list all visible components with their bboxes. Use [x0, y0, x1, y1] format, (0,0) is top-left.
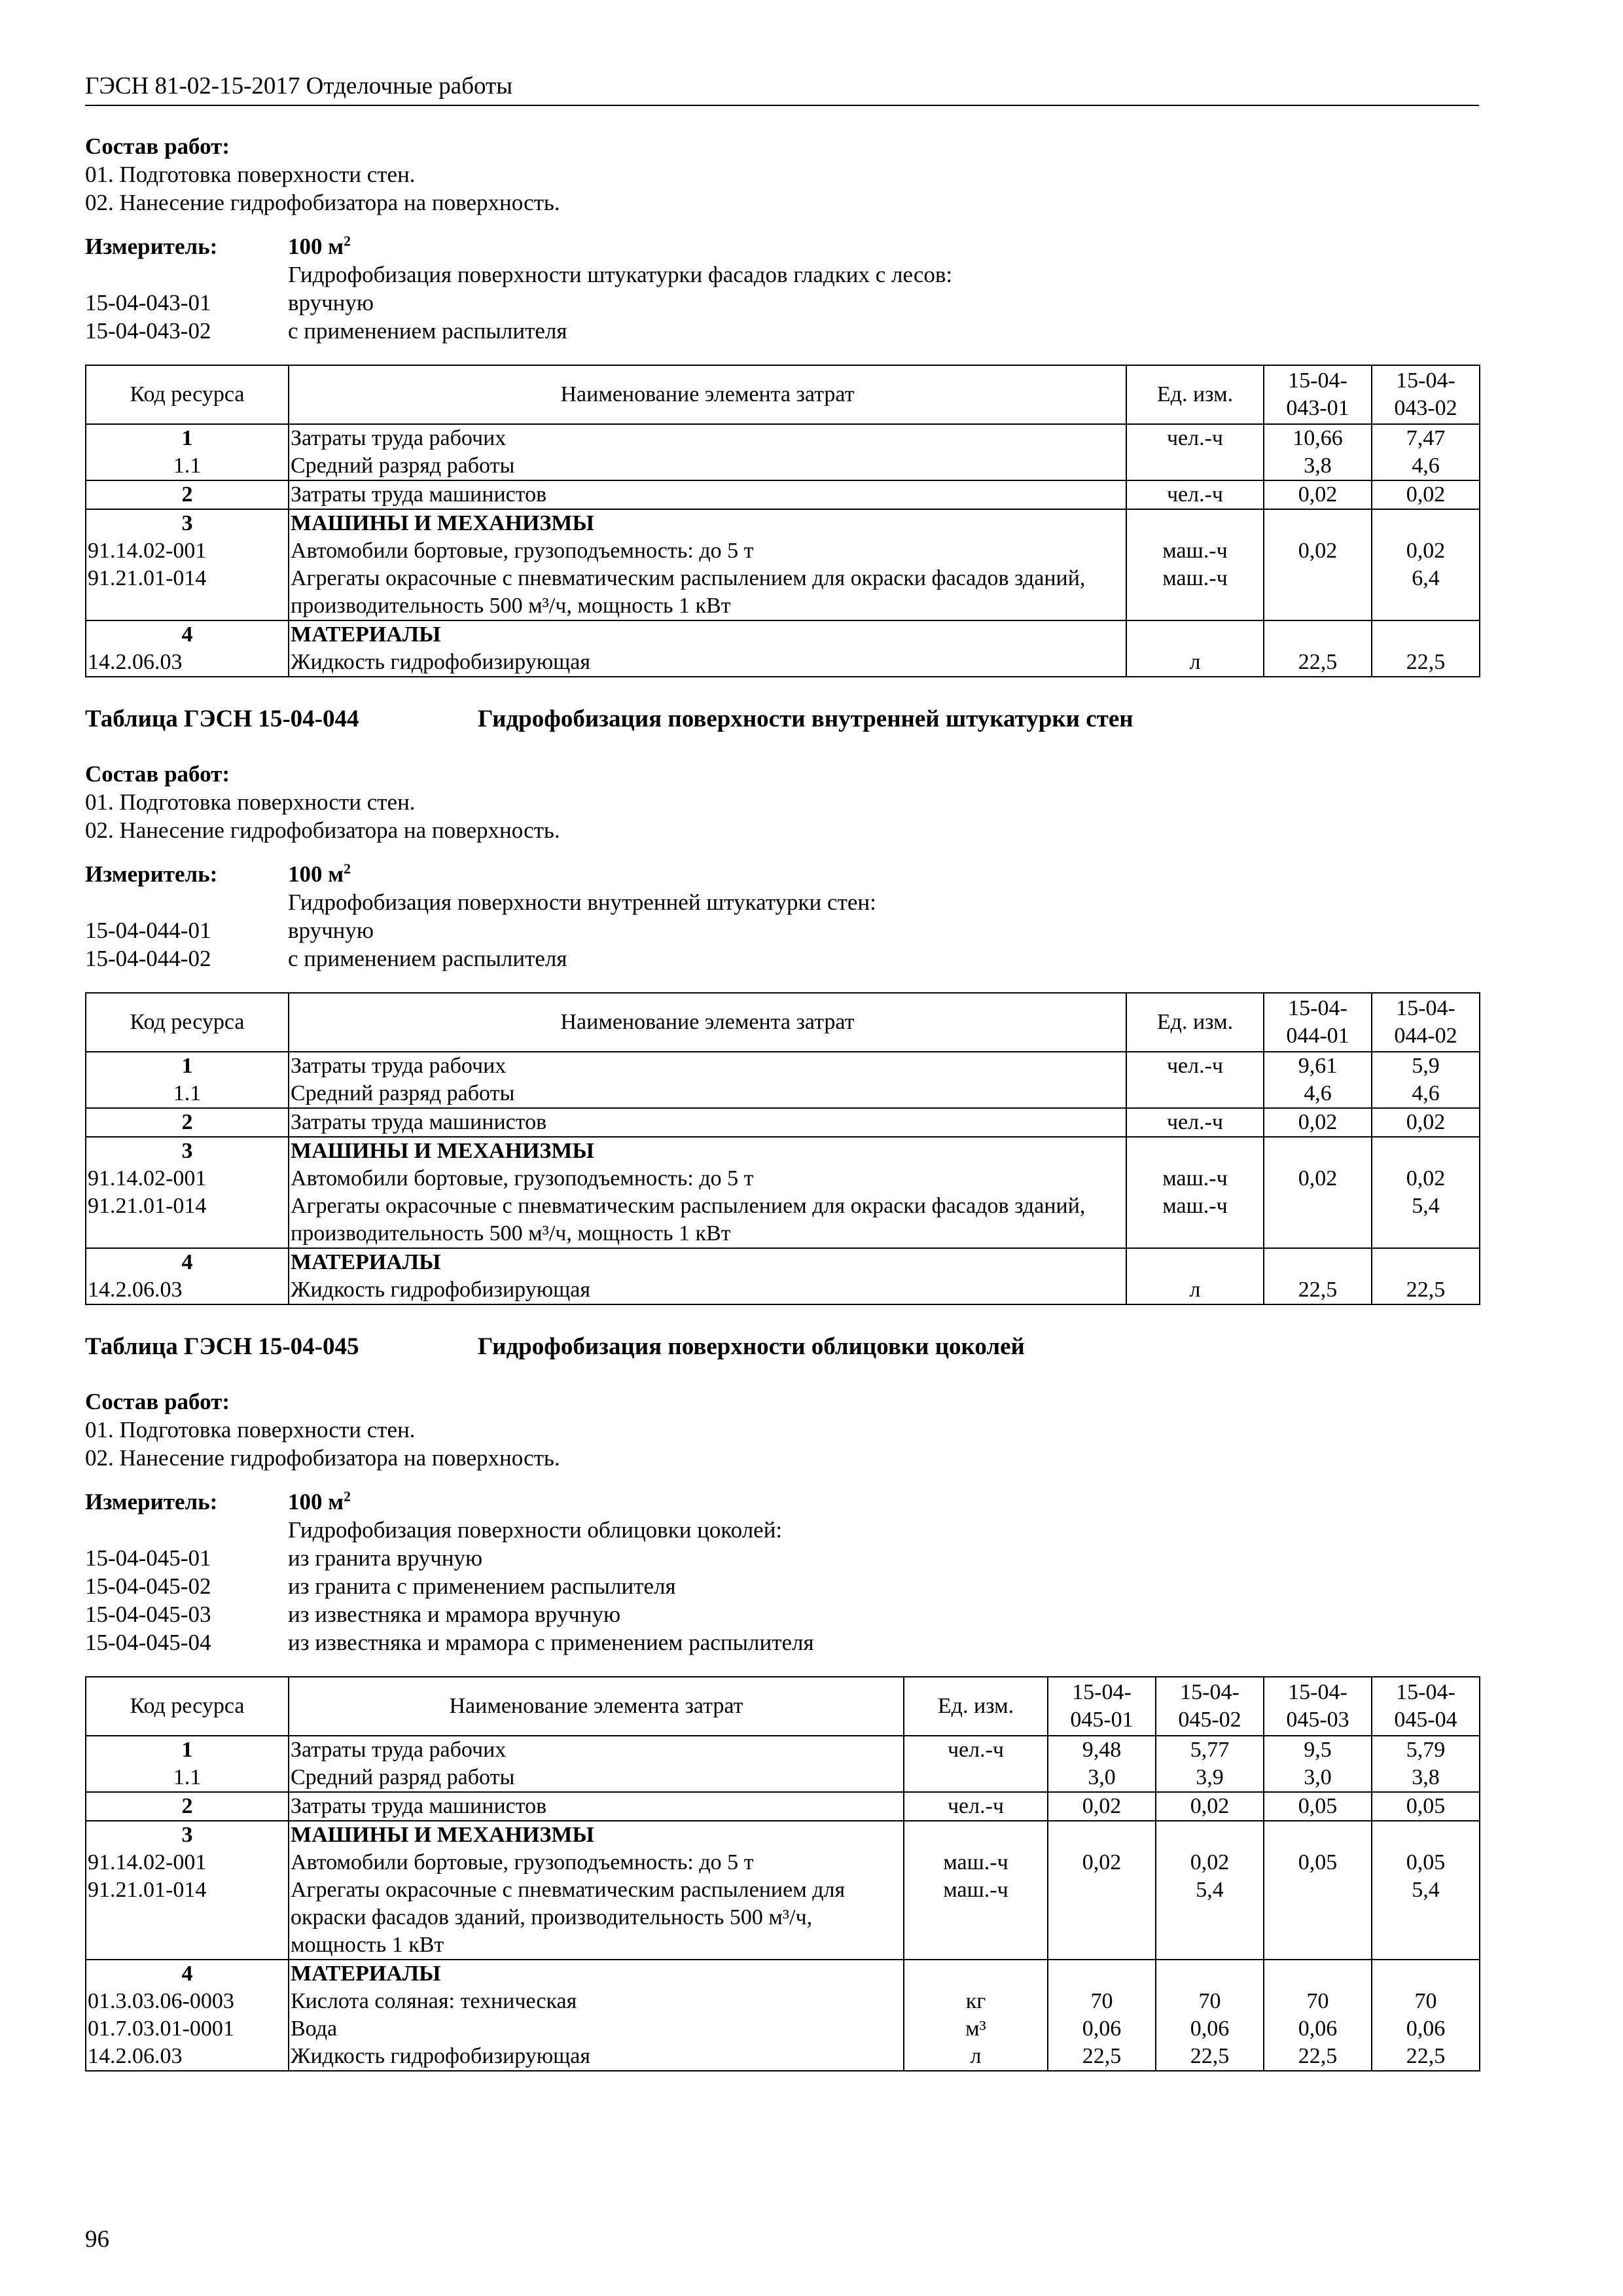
cell-value: 5,77: [1156, 1736, 1264, 1764]
norm-code: 15-04-043-01: [85, 290, 211, 315]
header-code: Код ресурса: [86, 1677, 289, 1736]
cell-value: 9,61: [1264, 1052, 1372, 1080]
cell-value: 4,6: [1264, 1080, 1372, 1108]
cell-unit: кг: [904, 1988, 1048, 2015]
cell-name: Агрегаты окрасочные с пневматическим распылением для окраски фасадов зданий, производительность 500 м³/ч, мощность 1 кВт: [289, 1193, 1126, 1248]
cell-value: 0,05: [1372, 1849, 1480, 1876]
cell-value: 9,5: [1264, 1736, 1372, 1764]
cell-name: Затраты труда машинистов: [289, 1108, 1126, 1137]
header-norm-column: [1048, 1677, 1156, 1736]
header-norm-column: [1372, 993, 1480, 1052]
norm-description: из гранита вручную: [288, 1545, 483, 1571]
norm-block: [85, 705, 1479, 1305]
table-row: [86, 1821, 1480, 1849]
cell-name: Жидкость гидрофобизирующая: [289, 649, 1126, 677]
table-row: [86, 1248, 1480, 1276]
cell-value: [1372, 1960, 1480, 1988]
header-norm-column: [1264, 365, 1372, 424]
cell-name: Автомобили бортовые, грузоподъемность: до 5 т: [289, 1165, 1126, 1193]
cell-code: 1: [86, 1052, 289, 1080]
composition-item: 01. Подготовка поверхности стен.: [85, 789, 416, 815]
header-norm-line: 045-04: [1394, 1708, 1457, 1732]
cell-name: Затраты труда рабочих: [289, 1052, 1126, 1080]
cell-code: 14.2.06.03: [86, 1276, 289, 1304]
composition-heading: Состав работ:: [85, 1389, 230, 1414]
cell-name: Затраты труда рабочих: [289, 1736, 904, 1764]
table-row: [86, 1988, 1480, 2015]
table-title: [85, 705, 1479, 734]
cell-value: [1372, 509, 1480, 537]
cell-code: 4: [86, 1248, 289, 1276]
cell-value: 0,02: [1372, 1165, 1480, 1193]
cell-name: МАТЕРИАЛЫ: [289, 1960, 904, 1988]
cell-value: 3,8: [1264, 452, 1372, 480]
cell-code: 91.21.01-014: [86, 565, 289, 620]
cell-unit: [1126, 1248, 1264, 1276]
norm-code: 15-04-044-02: [85, 946, 211, 971]
cell-name: Вода: [289, 2015, 904, 2043]
measure-block: [85, 860, 1479, 973]
cell-code: 1: [86, 1736, 289, 1764]
table-row: [86, 1736, 1480, 1764]
cell-unit: маш.-ч: [1126, 565, 1264, 620]
header-unit: Ед. изм.: [1126, 993, 1264, 1052]
resource-table: [85, 365, 1480, 677]
cell-code: 2: [86, 1108, 289, 1137]
measure-unit: 100 м: [288, 234, 344, 259]
cell-name: Автомобили бортовые, грузоподъемность: до 5 т: [289, 1849, 904, 1876]
header-unit: Ед. изм.: [1126, 365, 1264, 424]
composition-item: 01. Подготовка поверхности стен.: [85, 162, 416, 187]
cell-code: 1.1: [86, 1080, 289, 1108]
measure-unit-power: 2: [344, 861, 351, 877]
measure-block: [85, 1488, 1479, 1657]
cell-code: 2: [86, 480, 289, 509]
norm-description: из гранита с применением распылителя: [288, 1573, 676, 1599]
cell-value: 0,02: [1372, 1108, 1480, 1137]
cell-value: [1264, 1876, 1372, 1960]
table-header-row: [86, 1677, 1480, 1736]
header-norm-column: [1264, 993, 1372, 1052]
table-header-row: [86, 365, 1480, 424]
cell-name: Затраты труда рабочих: [289, 424, 1126, 452]
header-norm-line: 15-04-: [1072, 1680, 1132, 1704]
cell-code: 1.1: [86, 452, 289, 480]
measure-value: [288, 1488, 351, 1516]
norm-description: из известняка и мрамора вручную: [288, 1602, 621, 1627]
header-norm-line: 043-01: [1286, 396, 1349, 420]
cell-value: 0,02: [1156, 1792, 1264, 1821]
cell-value: 4,6: [1372, 1080, 1480, 1108]
cell-value: 3,0: [1264, 1764, 1372, 1792]
cell-value: 0,02: [1048, 1792, 1156, 1821]
resource-table: [85, 992, 1480, 1305]
cell-value: 5,4: [1372, 1193, 1480, 1248]
cell-value: 5,4: [1372, 1876, 1480, 1960]
header-norm-line: 045-01: [1070, 1708, 1133, 1732]
header-norm-column: [1372, 1677, 1480, 1736]
cell-unit: маш.-ч: [1126, 537, 1264, 565]
cell-value: [1264, 1821, 1372, 1849]
cell-code: 1: [86, 424, 289, 452]
cell-name: Жидкость гидрофобизирующая: [289, 1276, 1126, 1304]
header-norm-line: 15-04-: [1180, 1680, 1240, 1704]
cell-unit: [1126, 1137, 1264, 1165]
composition-item: 02. Нанесение гидрофобизатора на поверхность.: [85, 817, 560, 843]
header-norm-line: 15-04-: [1288, 368, 1347, 393]
cell-code: 2: [86, 1792, 289, 1821]
norm-description: вручную: [288, 918, 374, 943]
cell-value: 0,05: [1264, 1849, 1372, 1876]
table-row: [86, 1276, 1480, 1304]
cell-name: Автомобили бортовые, грузоподъемность: до 5 т: [289, 537, 1126, 565]
cell-value: [1048, 1876, 1156, 1960]
cell-value: [1048, 1821, 1156, 1849]
cell-name: Средний разряд работы: [289, 452, 1126, 480]
cell-value: 0,02: [1156, 1849, 1264, 1876]
measure-value: [288, 232, 351, 260]
cell-value: [1264, 1193, 1372, 1248]
composition-heading: Состав работ:: [85, 761, 230, 787]
measure-row: [85, 860, 1479, 888]
header-norm-line: 043-02: [1394, 396, 1457, 420]
header-norm-line: 15-04-: [1288, 996, 1347, 1020]
composition-item: 02. Нанесение гидрофобизатора на поверхность.: [85, 1445, 560, 1471]
cell-code: 1.1: [86, 1764, 289, 1792]
norm-block: [85, 1333, 1479, 2072]
table-row: [86, 1080, 1480, 1108]
cell-name: Средний разряд работы: [289, 1764, 904, 1792]
cell-unit: чел.-ч: [1126, 480, 1264, 509]
cell-code: 3: [86, 1821, 289, 1849]
table-row: [86, 537, 1480, 565]
norm-heading: Гидрофобизация поверхности штукатурки фасадов гладких с лесов:: [288, 262, 953, 287]
cell-name: МАШИНЫ И МЕХАНИЗМЫ: [289, 509, 1126, 537]
table-title: [85, 1333, 1479, 1361]
cell-name: МАШИНЫ И МЕХАНИЗМЫ: [289, 1821, 904, 1849]
cell-unit: чел.-ч: [904, 1736, 1048, 1764]
work-composition: [85, 132, 1479, 217]
norm-block: [85, 132, 1479, 677]
table-row: [86, 649, 1480, 677]
cell-value: [1372, 1248, 1480, 1276]
header-norm-line: 15-04-: [1396, 1680, 1455, 1704]
table-row: [86, 424, 1480, 452]
work-composition: [85, 760, 1479, 844]
table-header-row: [86, 993, 1480, 1052]
cell-code: 91.21.01-014: [86, 1193, 289, 1248]
cell-value: 0,02: [1264, 1165, 1372, 1193]
norm-heading-row: [85, 888, 1479, 916]
table-row: [86, 2043, 1480, 2071]
cell-value: 0,02: [1264, 480, 1372, 509]
table-row: [86, 620, 1480, 649]
table-row: [86, 1764, 1480, 1792]
header-norm-line: 15-04-: [1288, 1680, 1347, 1704]
header-norm-line: 15-04-: [1396, 368, 1455, 393]
cell-unit: м³: [904, 2015, 1048, 2043]
cell-unit: маш.-ч: [1126, 1165, 1264, 1193]
cell-value: 0,02: [1264, 537, 1372, 565]
table-name: Гидрофобизация поверхности облицовки цоколей: [478, 1333, 1025, 1360]
cell-name: Агрегаты окрасочные с пневматическим распылением для окраски фасадов зданий, производительность 500 м³/ч, мощность 1 кВт: [289, 565, 1126, 620]
norm-code-row: [85, 1544, 1479, 1572]
cell-unit: чел.-ч: [904, 1792, 1048, 1821]
cell-unit: [1126, 620, 1264, 649]
cell-value: 0,02: [1264, 1108, 1372, 1137]
cell-unit: чел.-ч: [1126, 1108, 1264, 1137]
cell-value: 70: [1372, 1988, 1480, 2015]
table-number: Таблица ГЭСН 15-04-045: [85, 1333, 359, 1360]
header-norm-column: [1156, 1677, 1264, 1736]
norm-code-row: [85, 1600, 1479, 1628]
table-number: Таблица ГЭСН 15-04-044: [85, 706, 359, 732]
cell-value: 5,9: [1372, 1052, 1480, 1080]
cell-code: 91.14.02-001: [86, 1165, 289, 1193]
cell-value: 0,02: [1372, 537, 1480, 565]
cell-code: 14.2.06.03: [86, 649, 289, 677]
cell-unit: л: [1126, 649, 1264, 677]
cell-name: МАТЕРИАЛЫ: [289, 620, 1126, 649]
norm-code-row: [85, 944, 1479, 973]
cell-value: [1264, 1248, 1372, 1276]
cell-value: 22,5: [1156, 2043, 1264, 2071]
table-row: [86, 1165, 1480, 1193]
cell-name: Жидкость гидрофобизирующая: [289, 2043, 904, 2071]
table-name: Гидрофобизация поверхности внутренней штукатурки стен: [478, 706, 1133, 732]
content: [85, 132, 1479, 2072]
running-header: ГЭСН 81-02-15-2017 Отделочные работы: [85, 72, 1479, 106]
work-composition: [85, 1388, 1479, 1472]
cell-value: 3,9: [1156, 1764, 1264, 1792]
cell-value: [1372, 620, 1480, 649]
cell-value: 22,5: [1264, 1276, 1372, 1304]
composition-heading: Состав работ:: [85, 134, 230, 159]
measure-unit-power: 2: [344, 1488, 351, 1505]
cell-value: 22,5: [1372, 1276, 1480, 1304]
cell-value: 22,5: [1372, 2043, 1480, 2071]
cell-value: 70: [1048, 1988, 1156, 2015]
norm-heading-row: [85, 1516, 1479, 1544]
norm-code: 15-04-045-02: [85, 1573, 211, 1599]
norm-code: 15-04-043-02: [85, 318, 211, 344]
cell-code: 4: [86, 620, 289, 649]
table-row: [86, 565, 1480, 620]
cell-value: 70: [1156, 1988, 1264, 2015]
norm-heading-row: [85, 260, 1479, 289]
cell-value: 22,5: [1264, 649, 1372, 677]
cell-value: 70: [1264, 1988, 1372, 2015]
norm-description: с применением распылителя: [288, 318, 567, 344]
norm-code-row: [85, 1628, 1479, 1657]
composition-item: 02. Нанесение гидрофобизатора на поверхность.: [85, 190, 560, 215]
header-norm-line: 045-03: [1286, 1708, 1349, 1732]
norm-code: 15-04-045-03: [85, 1602, 211, 1627]
measure-row: [85, 1488, 1479, 1516]
cell-value: [1156, 1960, 1264, 1988]
cell-value: 3,0: [1048, 1764, 1156, 1792]
norm-code-row: [85, 289, 1479, 317]
cell-value: 9,48: [1048, 1736, 1156, 1764]
resource-table: [85, 1676, 1480, 2072]
cell-unit: маш.-ч: [904, 1849, 1048, 1876]
cell-value: 4,6: [1372, 452, 1480, 480]
measure-unit: 100 м: [288, 861, 344, 887]
cell-unit: [904, 1960, 1048, 1988]
cell-value: 10,66: [1264, 424, 1372, 452]
measure-label: Измеритель:: [85, 861, 218, 887]
cell-unit: [1126, 509, 1264, 537]
cell-value: 0,02: [1372, 480, 1480, 509]
cell-code: 3: [86, 1137, 289, 1165]
cell-value: 5,79: [1372, 1736, 1480, 1764]
cell-code: 4: [86, 1960, 289, 1988]
cell-unit: маш.-ч: [1126, 1193, 1264, 1248]
cell-value: 3,8: [1372, 1764, 1480, 1792]
norm-heading: Гидрофобизация поверхности облицовки цоколей:: [288, 1517, 783, 1543]
cell-unit: [1126, 452, 1264, 480]
table-row: [86, 452, 1480, 480]
cell-unit: чел.-ч: [1126, 1052, 1264, 1080]
cell-value: 0,06: [1264, 2015, 1372, 2043]
document-page: [85, 72, 1479, 2072]
cell-code: 01.7.03.01-0001: [86, 2015, 289, 2043]
norm-code-row: [85, 916, 1479, 944]
cell-code: 01.3.03.06-0003: [86, 1988, 289, 2015]
norm-description: с применением распылителя: [288, 946, 567, 971]
table-row: [86, 1108, 1480, 1137]
cell-code: 14.2.06.03: [86, 2043, 289, 2071]
measure-value: [288, 860, 351, 888]
measure-label: Измеритель:: [85, 1489, 218, 1515]
cell-value: 22,5: [1264, 2043, 1372, 2071]
cell-value: 0,06: [1048, 2015, 1156, 2043]
norm-heading: Гидрофобизация поверхности внутренней штукатурки стен:: [288, 889, 876, 915]
cell-value: 0,05: [1264, 1792, 1372, 1821]
cell-code: 91.21.01-014: [86, 1876, 289, 1960]
cell-value: [1156, 1821, 1264, 1849]
header-norm-column: [1372, 365, 1480, 424]
header-unit: Ед. изм.: [904, 1677, 1048, 1736]
cell-unit: [1126, 1080, 1264, 1108]
table-row: [86, 1792, 1480, 1821]
table-row: [86, 1849, 1480, 1876]
norm-code-row: [85, 317, 1479, 345]
table-row: [86, 1876, 1480, 1960]
cell-unit: маш.-ч: [904, 1876, 1048, 1960]
cell-value: 5,4: [1156, 1876, 1264, 1960]
norm-description: вручную: [288, 290, 374, 315]
cell-name: Средний разряд работы: [289, 1080, 1126, 1108]
cell-name: МАШИНЫ И МЕХАНИЗМЫ: [289, 1137, 1126, 1165]
header-norm-line: 044-01: [1286, 1024, 1349, 1048]
cell-value: 7,47: [1372, 424, 1480, 452]
cell-value: 0,02: [1048, 1849, 1156, 1876]
header-norm-column: [1264, 1677, 1372, 1736]
table-row: [86, 1960, 1480, 1988]
norm-code: 15-04-044-01: [85, 918, 211, 943]
cell-unit: чел.-ч: [1126, 424, 1264, 452]
table-row: [86, 1193, 1480, 1248]
cell-name: МАТЕРИАЛЫ: [289, 1248, 1126, 1276]
cell-value: 22,5: [1372, 649, 1480, 677]
header-name: Наименование элемента затрат: [289, 365, 1126, 424]
page-number: 96: [85, 2226, 109, 2253]
header-name: Наименование элемента затрат: [289, 1677, 904, 1736]
cell-value: [1264, 509, 1372, 537]
cell-name: Затраты труда машинистов: [289, 1792, 904, 1821]
measure-row: [85, 232, 1479, 260]
measure-block: [85, 232, 1479, 345]
norm-description: из известняка и мрамора с применением распылителя: [288, 1630, 814, 1655]
header-norm-line: 045-02: [1178, 1708, 1241, 1732]
table-row: [86, 1052, 1480, 1080]
table-row: [86, 2015, 1480, 2043]
norm-code: 15-04-045-04: [85, 1630, 211, 1655]
cell-value: [1264, 1960, 1372, 1988]
measure-label: Измеритель:: [85, 234, 218, 259]
cell-code: 91.14.02-001: [86, 537, 289, 565]
cell-name: Кислота соляная: техническая: [289, 1988, 904, 2015]
cell-value: [1048, 1960, 1156, 1988]
header-code: Код ресурса: [86, 365, 289, 424]
cell-value: 0,06: [1372, 2015, 1480, 2043]
cell-value: 22,5: [1048, 2043, 1156, 2071]
measure-unit-power: 2: [344, 233, 351, 249]
header-code: Код ресурса: [86, 993, 289, 1052]
cell-value: [1264, 1137, 1372, 1165]
cell-value: 0,05: [1372, 1792, 1480, 1821]
cell-name: Затраты труда машинистов: [289, 480, 1126, 509]
measure-unit: 100 м: [288, 1489, 344, 1515]
norm-code-row: [85, 1572, 1479, 1600]
cell-value: 0,06: [1156, 2015, 1264, 2043]
table-row: [86, 480, 1480, 509]
cell-code: 91.14.02-001: [86, 1849, 289, 1876]
cell-value: [1264, 565, 1372, 620]
norm-code: 15-04-045-01: [85, 1545, 211, 1571]
cell-unit: л: [1126, 1276, 1264, 1304]
cell-value: [1372, 1137, 1480, 1165]
cell-unit: [904, 1821, 1048, 1849]
header-name: Наименование элемента затрат: [289, 993, 1126, 1052]
composition-item: 01. Подготовка поверхности стен.: [85, 1417, 416, 1443]
cell-name: Агрегаты окрасочные с пневматическим распылением для окраски фасадов зданий, производительность 500 м³/ч, мощность 1 кВт: [289, 1876, 904, 1960]
cell-value: 6,4: [1372, 565, 1480, 620]
table-row: [86, 509, 1480, 537]
cell-value: [1264, 620, 1372, 649]
header-norm-line: 15-04-: [1396, 996, 1455, 1020]
table-row: [86, 1137, 1480, 1165]
cell-code: 3: [86, 509, 289, 537]
cell-unit: л: [904, 2043, 1048, 2071]
header-norm-line: 044-02: [1394, 1024, 1457, 1048]
cell-unit: [904, 1764, 1048, 1792]
cell-value: [1372, 1821, 1480, 1849]
